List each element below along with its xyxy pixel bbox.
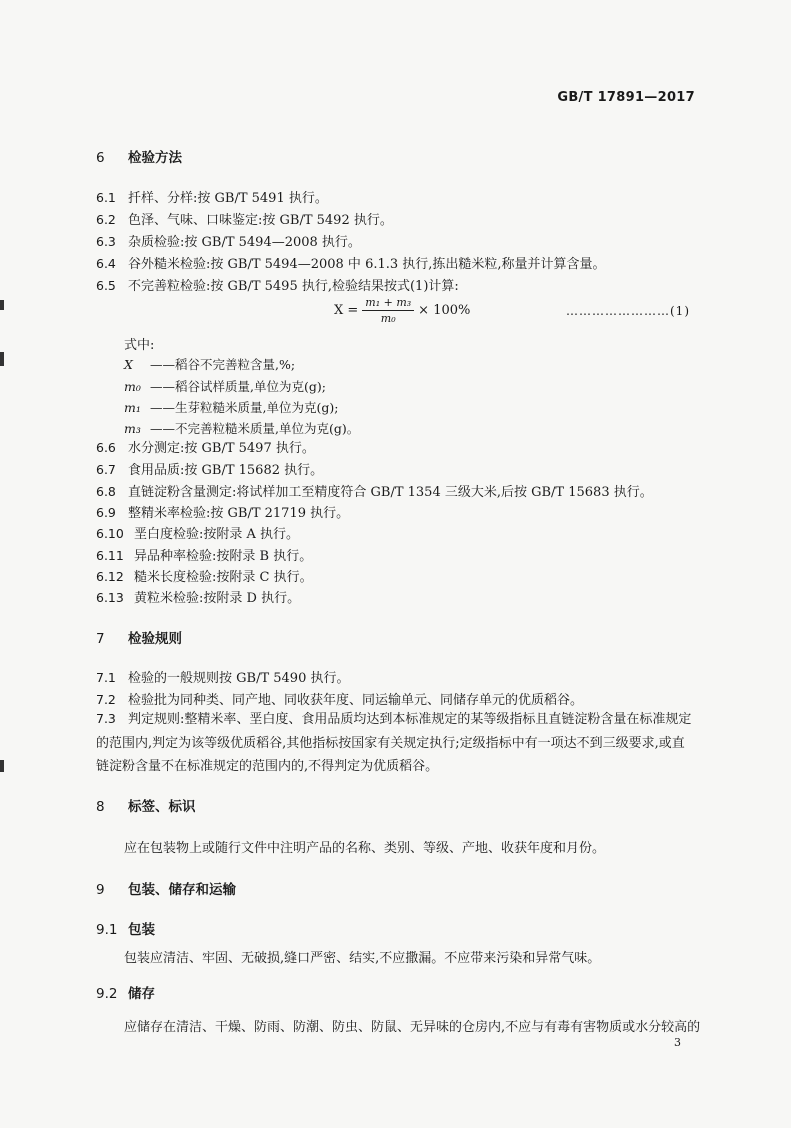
clause: 7.2 检验批为同种类、同产地、同收获年度、同运输单元、同储存单元的优质稻谷。 bbox=[96, 692, 584, 708]
symbol-definition: m₁ ——生芽粒糙米质量,单位为克(g); bbox=[124, 400, 339, 415]
clause: 6.10 垩白度检验:按附录 A 执行。 bbox=[96, 526, 300, 542]
scan-mark bbox=[0, 352, 4, 366]
where-label: 式中: bbox=[124, 338, 155, 353]
section-heading: 7 检验规则 bbox=[96, 631, 182, 647]
page-number: 3 bbox=[674, 1036, 681, 1049]
symbol-definition: X ——稻谷不完善粒含量,%; bbox=[124, 357, 296, 372]
equation-number: ……………………(1) bbox=[566, 304, 690, 318]
clause: 6.3 杂质检验:按 GB/T 5494—2008 执行。 bbox=[96, 234, 361, 250]
clause: 6.4 谷外糙米检验:按 GB/T 5494—2008 中 6.1.3 执行,拣出糙米粒,称量并计算含量。 bbox=[96, 256, 606, 272]
section-heading: 8 标签、标识 bbox=[96, 799, 196, 815]
clause: 6.13 黄粒米检验:按附录 D 执行。 bbox=[96, 590, 301, 606]
formula: X = $\frac{\text{m₁ + m₃}}{\text{m₀}}$ × 100% bbox=[334, 296, 471, 325]
standard-number: GB/T 17891—2017 bbox=[557, 90, 695, 105]
section-heading: 6 检验方法 bbox=[96, 150, 182, 166]
clause: 6.7 食用品质:按 GB/T 15682 执行。 bbox=[96, 462, 324, 478]
clause: 6.12 糙米长度检验:按附录 C 执行。 bbox=[96, 569, 313, 585]
clause: 6.1 扦样、分样:按 GB/T 5491 执行。 bbox=[96, 190, 328, 206]
clause-paragraph: 7.3 判定规则:整精米率、垩白度、食用品质均达到本标准规定的某等级指标且直链淀粉含量在标准规定的范围内,判定为该等级优质稻谷,其他指标按国家有关规定执行;定级指标中有一项达不到三级要求,或直链淀粉含量不在标准规定的范围内的,不得判定为优质稻谷。 bbox=[96, 711, 692, 774]
subsection-heading: 9.2 储存 bbox=[96, 986, 155, 1002]
paragraph: 应储存在清洁、干燥、防雨、防潮、防虫、防鼠、无异味的仓房内,不应与有毒有害物质或水分较高的 bbox=[124, 1020, 701, 1035]
paragraph: 应在包装物上或随行文件中注明产品的名称、类别、等级、产地、收获年度和月份。 bbox=[124, 841, 606, 856]
clause: 6.11 异品种率检验:按附录 B 执行。 bbox=[96, 548, 313, 564]
section-heading: 9 包装、储存和运输 bbox=[96, 882, 236, 898]
fraction: $\frac{\text{m₁ + m₃}}{\text{m₀}}$ bbox=[362, 296, 414, 325]
clause: 6.6 水分测定:按 GB/T 5497 执行。 bbox=[96, 440, 315, 456]
subsection-heading: 9.1 包装 bbox=[96, 922, 155, 938]
clause: 6.8 直链淀粉含量测定:将试样加工至精度符合 GB/T 1354 三级大米,后按 GB/T 15683 执行。 bbox=[96, 484, 653, 500]
clause: 6.2 色泽、气味、口味鉴定:按 GB/T 5492 执行。 bbox=[96, 212, 393, 228]
scan-mark bbox=[0, 300, 4, 310]
symbol-definition: m₃ ——不完善粒糙米质量,单位为克(g)。 bbox=[124, 421, 360, 436]
clause: 7.1 检验的一般规则按 GB/T 5490 执行。 bbox=[96, 670, 350, 686]
scan-mark bbox=[0, 760, 4, 772]
clause: 6.9 整精米率检验:按 GB/T 21719 执行。 bbox=[96, 505, 350, 521]
clause: 6.5 不完善粒检验:按 GB/T 5495 执行,检验结果按式(1)计算: bbox=[96, 278, 459, 294]
symbol-definition: m₀ ——稻谷试样质量,单位为克(g); bbox=[124, 379, 326, 394]
paragraph: 包装应清洁、牢固、无破损,缝口严密、结实,不应撒漏。不应带来污染和异常气味。 bbox=[124, 951, 601, 966]
